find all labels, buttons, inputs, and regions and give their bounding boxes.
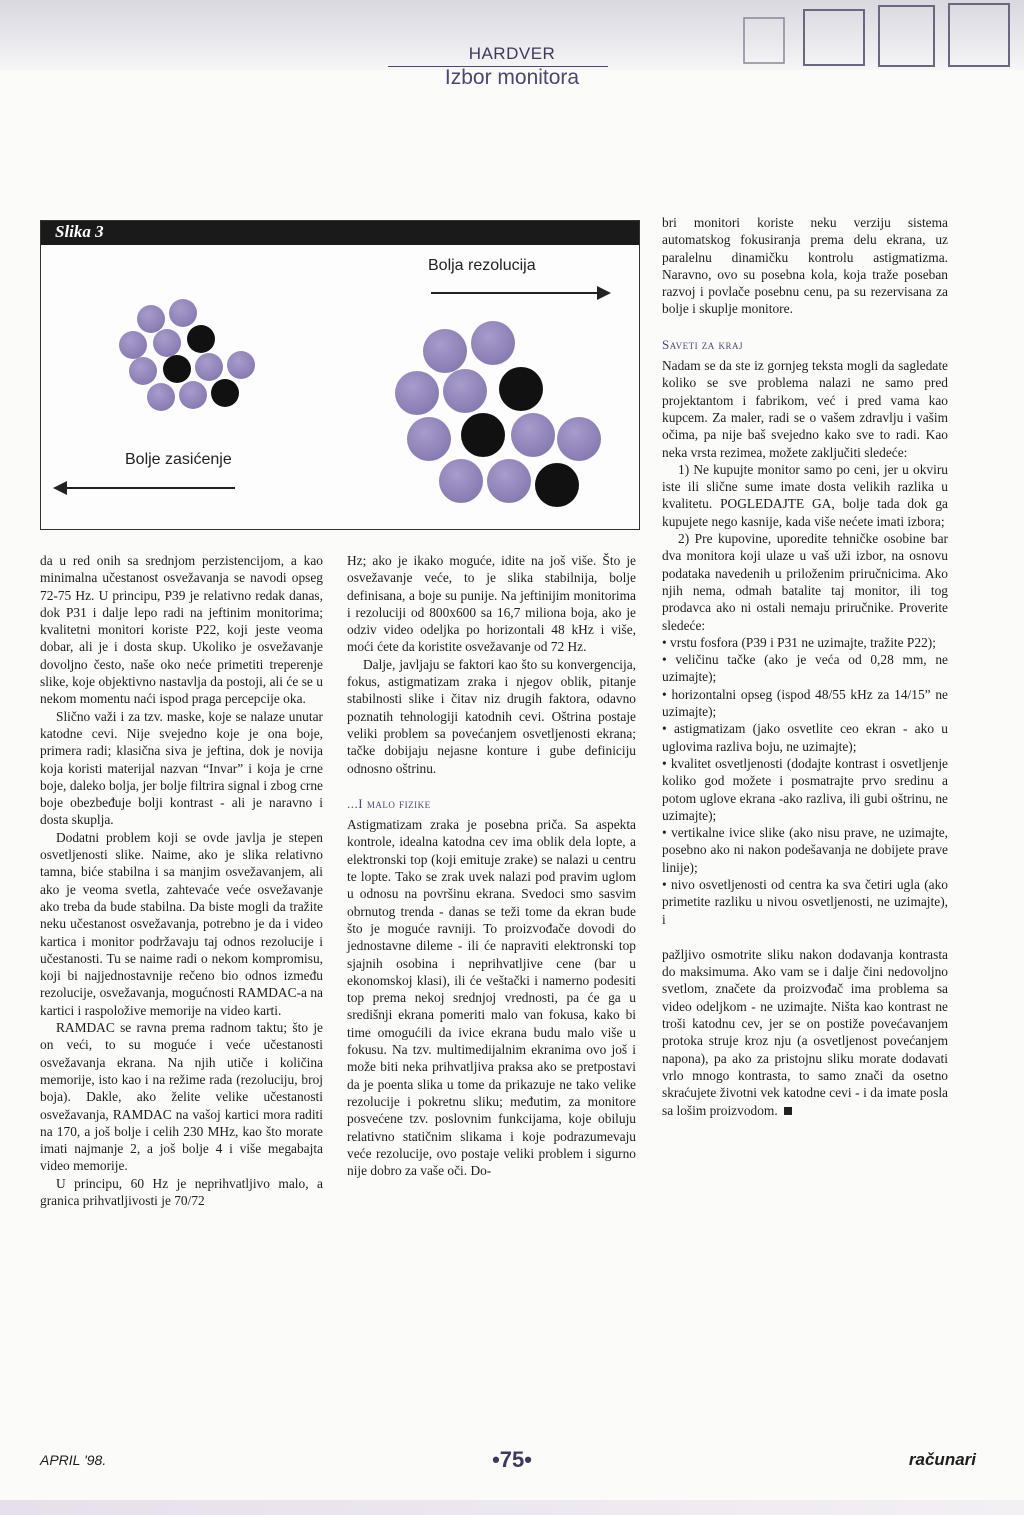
large-dot (557, 417, 601, 461)
arrow-left-line (65, 487, 235, 489)
section-subtitle: Izbor monitora (444, 66, 580, 89)
column-3 (662, 214, 948, 1119)
small-dot-black (163, 355, 191, 383)
column-2 (347, 552, 636, 1179)
paragraph: 1) Ne kupujte monitor samo po ceni, jer u okviru iste ili slične sume imate dosta velikih razlika u kvalitetu. POGLEDAJTE GA, bolje tada dok ga kupujete nego kasnije, kada više nećete imati izbora; (662, 461, 948, 529)
arrow-left-icon (53, 481, 67, 495)
small-dot (119, 331, 147, 359)
paragraph: Hz; ako je ikako moguće, idite na još više. Što je osvežavanje veće, to je slika stabilnija, bolje definisana, a boje su punije. Na jeftinijim monitorima i rezoluciji od 800x600 sa 16,7 miliona boja, ako je odziv video odeljka po horizontali 48 kHz i više, moći ćete da koristite osvežavanje od 72 Hz. (347, 553, 636, 655)
magazine-name: računari (908, 1450, 976, 1469)
list-item: • astigmatizam (jako osvetlite ceo ekran - ako u uglovima razliva boju, ne uzimajte); (662, 720, 948, 755)
small-dot (227, 351, 255, 379)
small-dot (179, 381, 207, 409)
paragraph: Slično važi i za tzv. maske, koje se nalaze unutar katodne cevi. Nije svejedno koje je ona boje, primera radi; klasična siva je jeftina, dok je novija koja koristi materijal nazvan “Invar” i koja je crne boje, daleko bolja, jer bolje filtrira signal i zbog crne boje obezbeđuje bolji kontrast - ali je naravno i dosta skuplja. (40, 708, 323, 828)
paragraph: Nadam se da ste iz gornjeg teksta mogli da sagledate koliko se sve problema nalazi ne samo pred projektantom i fabrikom, već i pred vama kao kupcem. Za maler, radi se o vašem zdravlju i vašim očima, pa nije baš svejedno kako sve to radi. Kao neka vrsta rezimea, možete zaključiti sledeće: (662, 358, 948, 460)
label-resolution: Bolja rezolucija (428, 257, 536, 274)
large-dot (395, 371, 439, 415)
paragraph: U principu, 60 Hz je neprihvatljivo malo, a granica prihvatljivosti je 70/72 (40, 1175, 323, 1208)
paragraph-closing (662, 946, 948, 1119)
small-dot (153, 329, 181, 357)
column-1 (40, 552, 323, 1209)
large-dot (471, 321, 515, 365)
figure-title-bar (41, 221, 639, 245)
small-dot (129, 357, 157, 385)
bottom-strip (0, 1500, 1024, 1515)
paragraph: 2) Pre kupovine, uporedite tehničke osobine bar dva monitora koji ulaze u vaš uži izbor, na osnovu podataka navedenih u priloženim priručnicima. Ako njih nema, odmah batalite taj monitor, ili tog prodavca ako ni ostali nemaju priručnike. Proverite sledeće: (662, 531, 948, 633)
section-label: HARDVER (468, 44, 556, 63)
small-dot (195, 353, 223, 381)
paragraph: RAMDAC se ravna prema radnom taktu; što je on veći, to su moguće i veće učestanosti osvežavanja ekrana. Na njih utiče i količina memorije, isto kao i na režime rada (rezoluciju, broj boja). Dakle, ako želite velike učestanosti osvežavanja, RAMDAC na vašoj kartici mora raditi na 170, a još bolje i celih 230 MHz, kao što morate imati najmanje 2, a još bolje 4 i više megabajta video memorije. (40, 1020, 323, 1174)
list-item: • vertikalne ivice slike (ako nisu prave, ne uzimajte, posebno ako ni nakon podešavanja ne dobijete prave linije); (662, 824, 948, 876)
spacer (347, 777, 636, 795)
spacer (662, 318, 948, 336)
list-item: • kvalitet osvetljenosti (dodajte kontrast i osvetljenje koliko god možete i posmatrajte prvo sredinu a potom uglove ekrana -ako razliva, ili gubi oštrinu, ne uzimajte); (662, 755, 948, 824)
end-mark-icon (784, 1107, 792, 1115)
small-dot-black (187, 325, 215, 353)
page-number: •75• (492, 1447, 532, 1472)
list-item: • nivo osvetljenosti od centra ka sva četiri ugla (ako primetite razliku u nivou osvetljenosti, ne uzimajte), i (662, 876, 948, 928)
arrow-right-line (431, 292, 599, 294)
footer-date: APRIL '98. (40, 1452, 107, 1468)
section-heading: ...I malo fizike (347, 795, 431, 811)
large-dot (423, 329, 467, 373)
paragraph: bri monitori koriste neku verziju sistema automatskog fokusiranja prema delu ekrana, uz paralelnu dinamičku kontrolu astigmatizma. Naravno, ovo su posebna kola, koja traže poseban razvoj i povlače posebnu cenu, pa su rezervisana za bolje i skuplje monitore. (662, 215, 948, 317)
paragraph: Astigmatizam zraka je posebna priča. Sa aspekta kontrole, idealna katodna cev ima oblik dela lopte, a elektronski top (koji emituje zrake) se nalazi u centru te lopte. Tako se zrak uvek nalazi pod pravim uglom u odnosu na površinu ekrana. Svedoci smo sasvim obrnutog trenda - danas se teži tome da ekran bude što je moguće ravniji. To proizvođače dovodi do jednostavne dileme - ili će napraviti elektronski top sjajnih osobina i neprihvatljive cene (bar u ekonomskoj klasi), ili će veštački i namerno podesiti top prema nekoj srednjoj vrednosti, pa će ga u središnji ekrana pomeriti malo van fokusa, kako bi time omogućili da ivice ekrana budu malo više u fokusu. Na tzv. multimedijalnim ekranima ovo još i može biti neka prihvatljiva praksa ako se pretpostavi da je poenta slika u tome da prikazuje ne tako velike rezolucije i pokretnu sliku; međutim, za monitore posvećene tzv. poslovnim funkcijama, koje obiluju relativno statičnim slikama i koje podrazumevaju veće rezolucije, ovo postaje veliki problem i sigurno nije dobro za vaše oči. Do- (347, 817, 636, 1179)
large-dot (443, 369, 487, 413)
arrow-right-icon (597, 286, 611, 300)
closing-text: pažljivo osmotrite sliku nakon dodavanja kontrasta do maksimuma. Ako vam se i dalje čini nedovoljno svetlom, značete da proizvođač ima problema sa video odeljkom - ne uzimajte. Ništa kao kontrast ne troši katodnu cev, jer se on postiže povećavanjem protoka struje kroz nju (a osvetljenost povećanjem napona), pa ako za pristojnu sliku morate dodavati vrlo mnogo kontrasta, to samo znači da osetno skraćujete životni vek katodne cevi - i da imate posla sa lošim proizvodom. (662, 946, 948, 1118)
paragraph: da u red onih sa srednjom perzistencijom, a kao minimalna učestanost osvežavanja se navodi opseg 72-75 Hz. U principu, P39 je relativno redak danas, dok P31 i dalje lepo radi na jeftinim monitorima; kvalitetni monitori koriste P22, koji jeste veoma dobar, ali je i dosta skup. Ukoliko je osvežavanje dovoljno često, naše oko neće primetiti treperenje slike, koje objektivno nastavlja da postoji, ali će se u nekom momentu naći ispod praga percepcije oka. (40, 553, 323, 707)
figure-3 (40, 220, 640, 530)
large-dot (511, 413, 555, 457)
list-item: • vrstu fosfora (P39 i P31 ne uzimajte, tražite P22); (662, 634, 948, 651)
list-item: • horizontalni opseg (ispod 48/55 kHz za 14/15” ne uzimajte); (662, 686, 948, 721)
large-dot-black (461, 413, 505, 457)
large-dot-black (499, 367, 543, 411)
small-dot (169, 299, 197, 327)
figure-title: Slika 3 (55, 222, 104, 241)
list-item: • veličinu tačke (ako je veća od 0,28 mm, ne uzimajte); (662, 651, 948, 686)
large-dot (487, 459, 531, 503)
label-saturation: Bolje zasićenje (125, 451, 232, 468)
small-dot (147, 383, 175, 411)
section-heading: Saveti za kraj (662, 336, 744, 352)
paragraph: Dalje, javljaju se faktori kao što su konvergencija, fokus, astigmatizam zraka i njegov oblik, pitanje stabilnosti slike i čitav niz drugih faktora, odavno poznatih tehnologiji katodnih cevi. Oštrina postaje veliki problem sa povećanjem osvetljenosti ekrana; tačke dobijaju nejasne konture i gube definiciju odnosno oštrinu. (347, 656, 636, 776)
paragraph: Dodatni problem koji se ovde javlja je stepen osvetljenosti slike. Naime, ako je slika relativno tamna, biće stabilna i sa manjim osvežavanjem, ali ako je veoma svetla, zahtevaće veće osvežavanje ako treba da bude stabilna. Da biste mogli da tražite neku učestanost osvežavanja, potrebno je da i video kartica i monitor podržavaju taj odnos rezolucije i učestanosti. Tu se naime radi o nekom kompromisu, koji bi najjednostavnije rečeno bio odnos između rezolucije, osvežavanja, mogućnosti RAMDAC-a na kartici i raspoložive memorije na video karti. (40, 829, 323, 1018)
spacer (662, 928, 948, 946)
small-dot-black (211, 379, 239, 407)
large-dot (407, 417, 451, 461)
large-dot-black (535, 463, 579, 507)
small-dot (137, 305, 165, 333)
large-dot (439, 459, 483, 503)
